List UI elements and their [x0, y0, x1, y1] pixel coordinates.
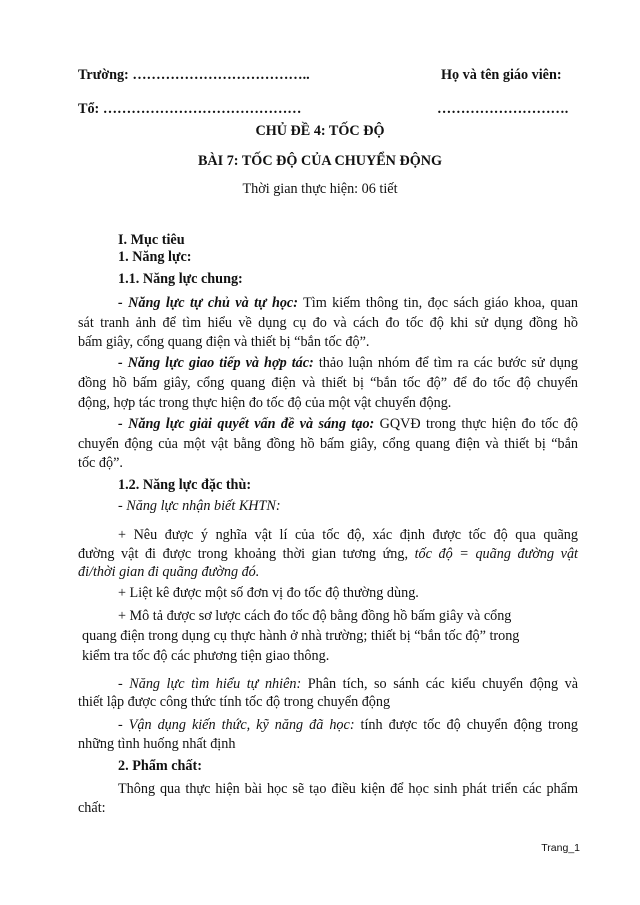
paragraph-line: đồng hồ bấm giây, cổng quang điện và thiết bị “bắn tốc độ” để đo tốc độ chuyển	[78, 375, 578, 391]
paragraph-line: quang điện trong dụng cụ thực hành ở nhà trường; thiết bị “bắn tốc độ” trong	[82, 628, 520, 644]
lesson-title: BÀI 7: TỐC ĐỘ CỦA CHUYỂN ĐỘNG	[197, 153, 443, 169]
paragraph-line: sát tranh ảnh để tìm hiểu về dụng cụ đo và cách đo tốc độ khi sử dụng đồng hồ	[78, 315, 578, 331]
competency-label: - Năng lực giải quyết vấn đề và sáng tạo:	[118, 416, 375, 432]
subsection-heading: 2. Phẩm chất:	[118, 758, 202, 774]
paragraph-line: chuyển động của một vật bằng đồng hồ bấm giây, cổng quang điện và thiết bị “bắn	[78, 436, 578, 452]
competency-label: - Năng lực giao tiếp và hợp tác:	[118, 355, 314, 371]
paragraph-line: + Liệt kê được một số đơn vị đo tốc độ thường dùng.	[118, 585, 419, 601]
teacher-name-dots: ……………………….	[437, 101, 569, 117]
section-heading: I. Mục tiêu	[118, 232, 185, 248]
school-field: Trường: ………………………………..	[78, 67, 310, 83]
competency-label: - Năng lực nhận biết KHTN:	[118, 498, 281, 514]
subsection-heading: 1.1. Năng lực chung:	[118, 271, 243, 287]
competency-label: - Năng lực tìm hiểu tự nhiên:	[118, 676, 302, 692]
paragraph-line: động, hợp tác trong thực hiện đo tốc độ của một vật chuyển động.	[78, 395, 452, 411]
competency-label: - Năng lực tự chủ và tự học:	[118, 295, 298, 311]
paragraph-line: - Năng lực giải quyết vấn đề và sáng tạo: GQVĐ trong thực hiện đo tốc độ	[118, 416, 578, 432]
paragraph-line: - Năng lực tự chủ và tự học: Tìm kiếm thông tin, đọc sách giáo khoa, quan	[118, 295, 578, 311]
paragraph-line: + Mô tả được sơ lược cách đo tốc độ bằng đồng hồ bấm giây và cổng	[118, 608, 512, 624]
paragraph-line: Thông qua thực hiện bài học sẽ tạo điều kiện để học sinh phát triển các phẩm	[118, 781, 578, 797]
topic-title: CHỦ ĐỀ 4: TỐC ĐỘ	[255, 123, 385, 139]
paragraph-line: - Năng lực giao tiếp và hợp tác: thảo luận nhóm để tìm ra các bước sử dụng	[118, 355, 578, 371]
paragraph-line: kiểm tra tốc độ các phương tiện giao thông.	[82, 648, 330, 664]
paragraph-line: bấm giây, cổng quang điện và thiết bị “bắn tốc độ”.	[78, 334, 370, 350]
duration-text: Thời gian thực hiện: 06 tiết	[242, 181, 398, 197]
paragraph-line: những tình huống nhất định	[78, 736, 236, 752]
paragraph-line: tốc độ”.	[78, 455, 123, 471]
paragraph-line: + Nêu được ý nghĩa vật lí của tốc độ, xác định được tốc độ qua quãng	[118, 527, 578, 543]
competency-label: - Vận dụng kiến thức, kỹ năng đã học:	[118, 717, 355, 733]
paragraph-line: - Vận dụng kiến thức, kỹ năng đã học: tính được tốc độ chuyển động trong	[118, 717, 578, 733]
paragraph-line: - Năng lực tìm hiểu tự nhiên: Phân tích, so sánh các kiểu chuyển động và	[118, 676, 578, 692]
subsection-heading: 1. Năng lực:	[118, 249, 192, 265]
teacher-name-label: Họ và tên giáo viên:	[441, 67, 562, 83]
subsection-heading: 1.2. Năng lực đặc thù:	[118, 477, 252, 493]
page-number: Trang_1	[541, 842, 580, 854]
group-field: Tổ: ……………………………………	[78, 101, 302, 117]
paragraph-line: thiết lập được công thức tính tốc độ trong chuyển động	[78, 694, 391, 710]
paragraph-line: đi/thời gian đi quãng đường đó.	[78, 564, 260, 580]
paragraph-line: chất:	[78, 800, 106, 816]
paragraph-line: đường vật đi được trong khoảng thời gian tương ứng, tốc độ = quãng đường vật	[78, 546, 578, 562]
